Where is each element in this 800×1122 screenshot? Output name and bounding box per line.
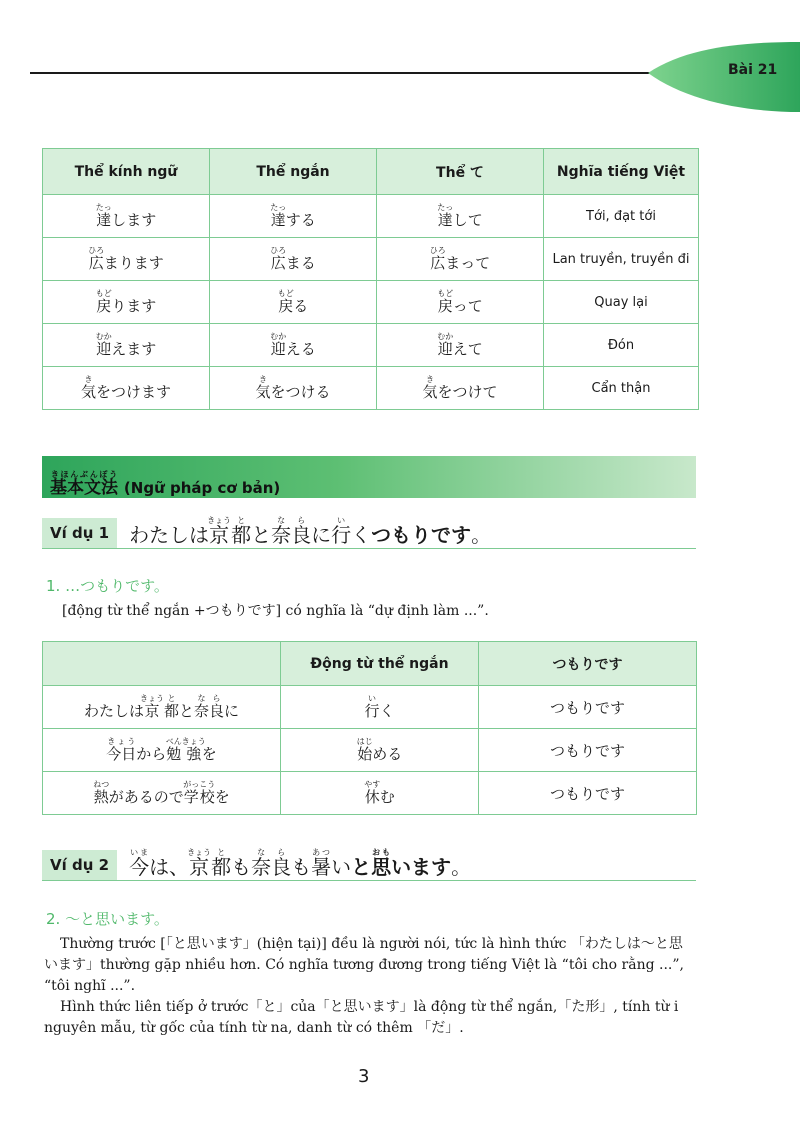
conjugation-polite-segment: します [111,210,157,229]
conjugation-te-cell [377,324,544,367]
conjugation-te-cell [377,238,544,281]
tsumori-phrase-segment: 奈な [193,693,209,720]
tsumori-verb-segment: く [379,701,395,720]
conjugation-te-segment: 戻もど [437,288,454,315]
example-2-segment: 暑あつ [311,848,332,879]
tsumori-verb-segment: む [379,787,395,806]
tsumori-verb-segment: 休やす [364,779,381,806]
tsumori-phrase-cell [43,686,281,729]
tsumori-phrase-segment: を [201,744,217,763]
example-2-furigana: おも [371,848,392,857]
example-2-furigana: な [251,848,272,857]
tsumori-verb-segment: 始はじ [356,736,373,763]
example-1-furigana: きょう [207,516,232,525]
conjugation-short-segment: える [285,339,316,358]
example-2-underline [42,880,696,881]
conjugation-te-furigana: ひろ [429,245,446,255]
tsumori-phrase-segment: 京きょう [139,693,164,720]
tsumori-value-cell: つもりです [479,772,697,815]
tsumori-phrase-segment: を [214,787,230,806]
header-polite: Thể kính ngữ [43,149,210,195]
conjugation-polite-segment: 達たっ [95,202,112,229]
tsumori-header-row [43,642,697,686]
tsumori-phrase-segment: 熱ねつ [93,779,110,806]
tsumori-verb-furigana: はじ [356,736,373,746]
example-1-underline [42,548,696,549]
example-2-sentence [129,848,471,880]
example-2-segment: と [351,855,372,879]
conjugation-meaning-cell: Cẩn thận [544,367,699,410]
example-1-segment: 都と [231,516,252,547]
example-2-furigana: あつ [311,848,332,857]
tsumori-phrase-furigana: きょう [181,736,206,746]
conjugation-te-segment: えて [452,339,483,358]
example-1-furigana: な [271,516,292,525]
example-2-furigana: きょう [187,848,212,857]
section-title-reading: きほんぶんぽう [50,470,118,479]
tsumori-phrase-furigana: な [193,693,209,703]
section-title [50,470,280,498]
example-2-furigana: いま [129,848,150,857]
conjugation-polite-segment: 戻もど [95,288,112,315]
tsumori-phrase-furigana: こう [199,779,216,789]
example-1-label: Ví dụ 1 [42,518,117,548]
tsumori-phrase-segment: 勉べん [165,736,182,763]
conjugation-short-furigana: もど [277,288,294,298]
conjugation-te-segment: して [452,210,483,229]
conjugation-te-furigana: たっ [437,202,454,212]
conjugation-meaning-cell: Đón [544,324,699,367]
tsumori-value-cell: つもりです [479,729,697,772]
tsumori-phrase-furigana: がっ [183,779,200,789]
grammar-2-heading: 2. ～と思います。 [46,910,169,928]
example-2-segment: 今いま [129,848,150,879]
tsumori-phrase-segment: と [178,701,194,720]
conjugation-short-segment: 広ひろ [270,245,287,272]
conjugation-te-furigana: むか [437,331,454,341]
conjugation-short-cell [210,324,377,367]
conjugation-row [43,195,699,238]
conjugation-polite-cell [43,281,210,324]
tsumori-phrase-furigana: ねつ [93,779,110,789]
tsumori-header-blank [43,642,281,686]
conjugation-short-cell [210,195,377,238]
tsumori-verb-cell [281,686,479,729]
tsumori-verb-segment: める [372,744,403,763]
header-short: Thể ngắn [210,149,377,195]
tsumori-phrase-furigana: きょう [106,736,137,746]
conjugation-short-segment: 気き [255,374,271,401]
tsumori-phrase-segment: があるので [108,787,184,806]
tsumori-phrase-furigana: きょう [139,693,164,703]
conjugation-short-furigana: むか [270,331,287,341]
example-2 [42,848,696,881]
tsumori-phrase-segment: 学がっ [183,779,200,806]
example-2-segment: も [231,855,252,879]
header-meaning: Nghĩa tiếng Việt [544,149,699,195]
tsumori-phrase-furigana: べん [165,736,182,746]
example-1-furigana: ら [291,516,312,525]
conjugation-short-furigana: ひろ [270,245,287,255]
conjugation-short-cell [210,367,377,410]
header-rule [30,72,670,74]
tsumori-verb-segment: 行い [364,693,380,720]
example-1-segment: く [351,523,372,547]
conjugation-short-segment: をつける [270,382,331,401]
conjugation-polite-furigana: き [80,374,96,384]
tsumori-phrase-segment: 今日きょう [106,736,137,763]
conjugation-polite-segment: まります [103,253,164,272]
tsumori-verb-furigana: い [364,693,380,703]
conjugation-short-cell [210,238,377,281]
example-2-segment: は、 [149,855,190,879]
conjugation-polite-cell [43,195,210,238]
conjugation-polite-furigana: ひろ [88,245,105,255]
conjugation-header-row [43,149,699,195]
example-2-segment: 。 [451,855,472,879]
conjugation-te-cell [377,367,544,410]
example-1-segment: つもりです [371,523,472,547]
conjugation-short-segment: まる [285,253,316,272]
tsumori-table [42,641,697,815]
example-2-segment: も [291,855,312,879]
conjugation-row [43,238,699,281]
section-title-vi: (Ngữ pháp cơ bản) [123,479,281,497]
conjugation-short-segment: する [285,210,316,229]
tsumori-header-verb: Động từ thể ngắn [281,642,479,686]
example-1-segment: と [251,523,272,547]
conjugation-polite-cell [43,367,210,410]
conjugation-row [43,367,699,410]
example-2-segment: 良ら [271,848,292,879]
tsumori-header-tsumori: つもりです [479,642,697,686]
lesson-number: Bài 21 [728,62,778,78]
example-2-segment: います [391,855,452,879]
tsumori-phrase-segment: 校こう [199,779,216,806]
conjugation-polite-furigana: むか [95,331,112,341]
example-1-furigana: い [331,516,352,525]
conjugation-te-segment: まって [445,253,491,272]
conjugation-polite-furigana: もど [95,288,112,298]
conjugation-polite-cell [43,324,210,367]
conjugation-short-segment: 戻もど [277,288,294,315]
conjugation-short-cell [210,281,377,324]
tsumori-phrase-segment: から [136,744,167,763]
conjugation-te-cell [377,195,544,238]
conjugation-polite-segment: ります [111,296,157,315]
example-2-segment: 都と [211,848,232,879]
tsumori-verb-furigana: やす [364,779,381,789]
grammar-1-heading: 1. …つもりです。 [46,577,169,595]
grammar-2-paragraph-2: Hình thức liên tiếp ở trước「と」của「と思います」là động từ thể ngắn,「た形」, tính từ i nguyên mẫu, từ gốc của tính từ na, danh từ có thêm 「だ」. [44,999,679,1036]
header-te: Thể て [377,149,544,195]
conjugation-table [42,148,699,410]
example-1-segment: 京きょう [207,516,232,547]
example-2-segment: 思おも [371,848,392,879]
tsumori-phrase-cell [43,772,281,815]
conjugation-short-furigana: たっ [270,202,287,212]
conjugation-polite-segment: 迎むか [95,331,112,358]
example-2-segment: い [331,855,352,879]
conjugation-te-segment: 達たっ [437,202,454,229]
tsumori-value-cell: つもりです [479,686,697,729]
tsumori-phrase-segment: 良ら [209,693,225,720]
conjugation-te-cell [377,281,544,324]
conjugation-polite-furigana: たっ [95,202,112,212]
example-1-segment: 行い [331,516,352,547]
conjugation-te-segment: 気き [422,374,438,401]
example-1-segment: に [311,523,332,547]
tsumori-verb-cell [281,772,479,815]
tsumori-row [43,772,697,815]
example-1-furigana: と [231,516,252,525]
example-1-segment: 良ら [291,516,312,547]
tsumori-phrase-segment: に [224,701,240,720]
conjugation-te-segment: 迎むか [437,331,454,358]
conjugation-short-furigana: き [255,374,271,384]
conjugation-polite-cell [43,238,210,281]
conjugation-te-segment: 広ひろ [429,245,446,272]
tsumori-phrase-furigana: ら [209,693,224,703]
conjugation-polite-segment: 広ひろ [88,245,105,272]
conjugation-te-furigana: もど [437,288,454,298]
conjugation-te-furigana: き [422,374,438,384]
conjugation-polite-segment: 気き [80,374,96,401]
example-2-segment: 奈な [251,848,272,879]
conjugation-meaning-cell: Lan truyền, truyền đi [544,238,699,281]
page-number: 3 [358,1066,370,1087]
conjugation-polite-segment: えます [111,339,157,358]
example-2-segment: 京きょう [187,848,212,879]
conjugation-row [43,281,699,324]
grammar-1-description: [động từ thể ngắn +つもりです] có nghĩa là “dự định làm ...”. [62,603,489,619]
tsumori-phrase-cell [43,729,281,772]
tsumori-row [43,686,697,729]
conjugation-short-segment: 迎むか [270,331,287,358]
example-1-segment: 。 [471,523,492,547]
conjugation-meaning-cell: Quay lại [544,281,699,324]
conjugation-short-segment: 達たっ [270,202,287,229]
conjugation-meaning-cell: Tới, đạt tới [544,195,699,238]
tsumori-phrase-segment: 都と [163,693,179,720]
conjugation-polite-segment: をつけます [96,382,172,401]
tsumori-phrase-segment: わたしは [83,701,144,720]
tsumori-phrase-segment: 強きょう [181,736,206,763]
conjugation-te-segment: って [452,296,483,315]
tsumori-row [43,729,697,772]
conjugation-te-segment: をつけて [437,382,498,401]
example-1-sentence [129,516,491,548]
example-1 [42,516,696,549]
example-2-furigana: と [211,848,232,857]
tsumori-verb-cell [281,729,479,772]
conjugation-row [43,324,699,367]
grammar-2-paragraph-1: Thường trước [「と思います」(hiện tại)] đều là người nói, tức là hình thức 「わたしは～と思います」thường gặp nhiều hơn. Có nghĩa tương đương trong tiếng Việt là “tôi cho rằng ...”, “tôi nghĩ ...”. [44,936,684,994]
example-1-segment: わたしは [129,523,210,547]
conjugation-short-segment: る [293,296,309,315]
example-2-label: Ví dụ 2 [42,850,117,880]
tsumori-phrase-furigana: と [163,693,179,703]
example-2-furigana: ら [271,848,292,857]
example-1-segment: 奈な [271,516,292,547]
section-title-jp: 基本文法 [50,478,118,498]
